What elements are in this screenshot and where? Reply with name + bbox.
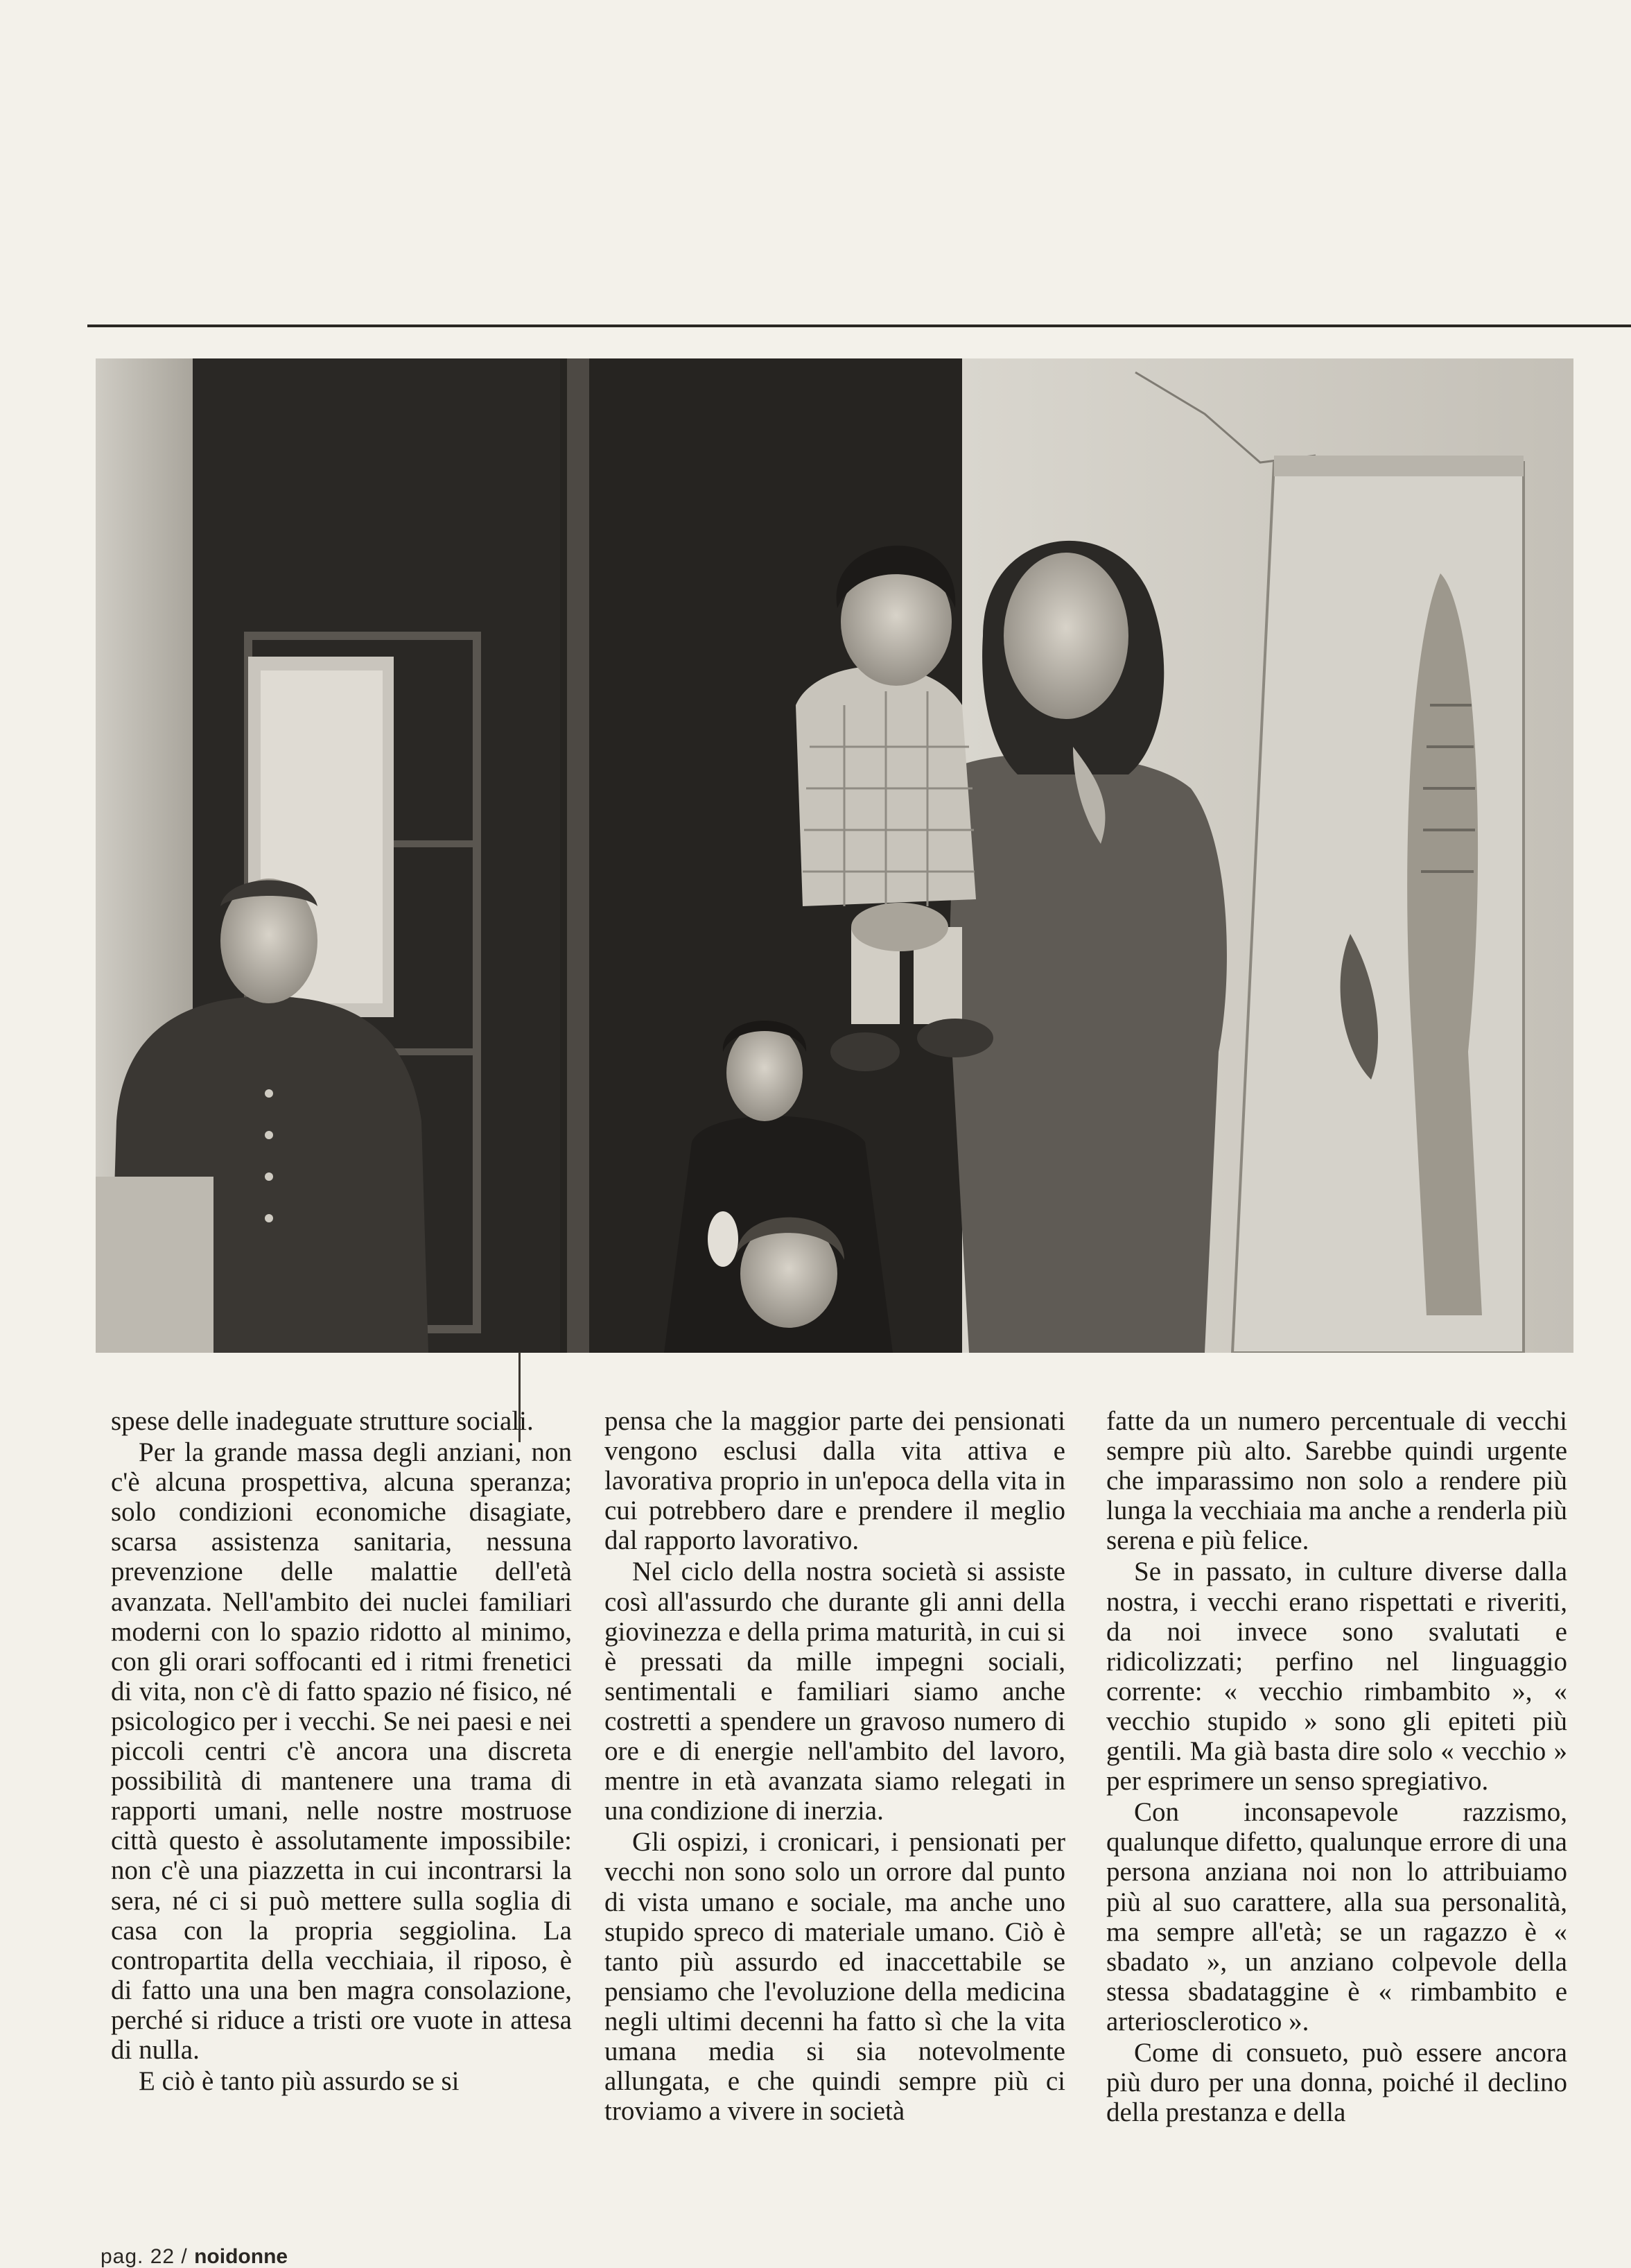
column-2-paragraph-1: pensa che la maggior parte dei pensionati vengono esclusi dalla vita attiva e lavorativa proprio in un'epoca della vita in cui potrebbero dare e prendere il meglio dal rapporto lavorativo. [604,1406,1065,1556]
family-doorway-photo [96,358,1573,1353]
article-column-1 [111,1406,572,2096]
column-3-paragraph-3: Con inconsapevole razzismo, qualunque difetto, qualunque errore di una persona anziana noi non lo attribuiamo più al suo carattere, alla sua personalità, ma sempre all'età; se un ragazzo è « sbadato », un anziano colpevole della stessa sbadataggine è « rimbambito e arteriosclerotico ». [1106,1797,1567,2036]
article-column-2 [604,1406,1065,2126]
column-3-paragraph-1: fatte da un numero percentuale di vecchi sempre più alto. Sarebbe quindi urgente che imparassimo non solo a rendere più lunga la vecchiaia ma anche a renderla più serena e più felice. [1106,1406,1567,1556]
column-1-paragraph-2: Per la grande massa degli anziani, non c'è alcuna prospettiva, alcuna speranza; solo condizioni economiche disagiate, scarsa assistenza sanitaria, nessuna prevenzione delle malattie dell'età avanzata. Nell'ambito dei nuclei familiari moderni con lo spazio ridotto al minimo, con gli orari soffocanti ed i ritmi frenetici di vita, non c'è di fatto spazio né fisico, né psicologico per i vecchi. Se nei paesi e nei piccoli centri c'è ancora una discreta possibilità di mantenere una trama di rapporti umani, nelle nostre mostruose città questo è assolutamente impossibile: non c'è una piazzetta in cui incontrarsi la sera, né ci si può mettere sulla soglia di casa con la propria seggiolina. La contropartita della vecchiaia, il riposo, è di fatto una una ben magra consolazione, perché si riduce a tristi ore vuote in attesa di nulla. [111,1437,572,2065]
column-1-paragraph-3: E ciò è tanto più assurdo se si [139,2066,460,2097]
column-2-paragraph-3: Gli ospizi, i cronicari, i pensionati per vecchi non sono solo un orrore dal punto di vista umano e sociale, ma anche uno stupido spreco di materiale umano. Ciò è tanto più assurdo ed inaccettabile se pensiamo che l'evoluzione della medicina negli ultimi decenni ha fatto sì che la vita umana media si sia notevolmente allungata, e che quindi sempre più ci troviamo a vivere in società [604,1827,1065,2127]
magazine-name: noidonne [194,2245,288,2268]
article-photo [96,358,1573,1353]
header-rule [87,324,1631,327]
page-footer [101,2247,288,2267]
page-number: pag. 22 / [101,2245,188,2268]
column-2-paragraph-2: Nel ciclo della nostra società si assiste così all'assurdo che durante gli anni della giovinezza e della prima maturità, in cui si è pressati da mille impegni sociali, sentimentali e familiari siamo anche costretti a spendere un gravoso numero di ore e di energie nell'ambito del lavoro, mentre in età avanzata siamo relegati in una condizione di inerzia. [604,1557,1065,1826]
column-3-paragraph-4: Come di consueto, può essere ancora più duro per una donna, poiché il declino della prestanza e della [1106,2037,1567,2128]
column-3-paragraph-2: Se in passato, in culture diverse dalla nostra, i vecchi erano rispettati e riveriti, da noi invece sono svalutati e ridicolizzati; perfino nel linguaggio corrente: « vecchio rimbambito », « vecchio stupido » sono gli epiteti più gentili. Ma già basta dire solo « vecchio » per esprimere un senso spregiativo. [1106,1557,1567,1797]
article-column-3 [1106,1406,1567,2127]
column-1-paragraph-1: spese delle inadeguate strutture sociali. [111,1406,534,1436]
